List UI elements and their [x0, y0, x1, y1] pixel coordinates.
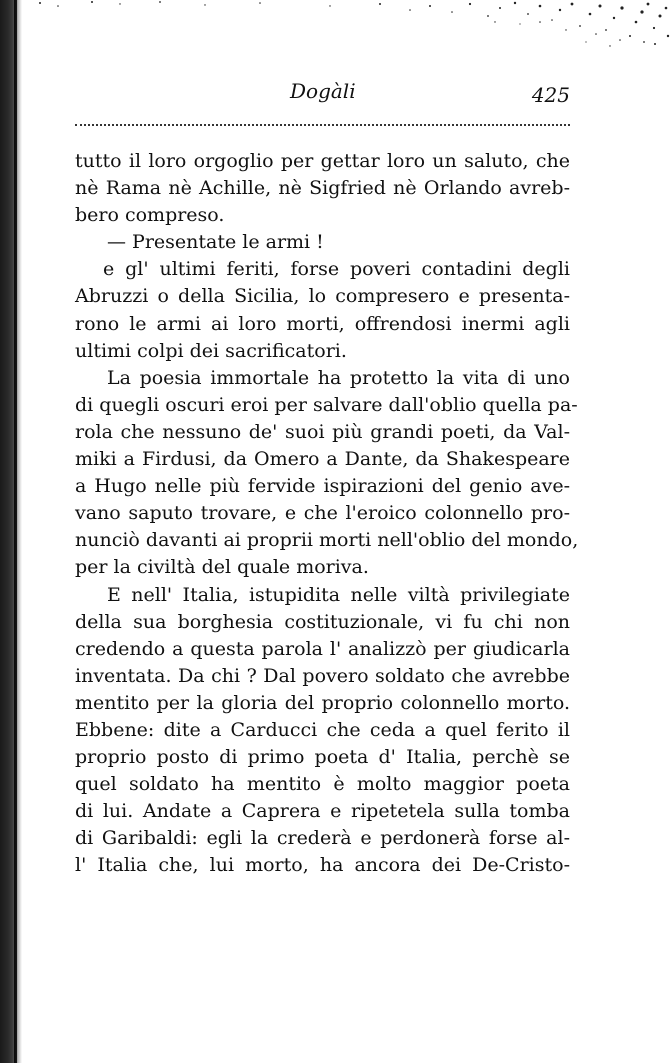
text-line: tutto il loro orgoglio per gettar loro un saluto, che — [75, 150, 570, 172]
running-title: Dogàli — [290, 79, 356, 103]
binding-edge — [0, 0, 22, 1063]
page-number: 425 — [531, 83, 570, 107]
text-line: per la civiltà del quale moriva. — [75, 556, 369, 579]
text-line: nunciò davanti ai proprii morti nell'oblio del mondo, — [75, 529, 579, 552]
header-rule — [75, 124, 570, 126]
text-line: bero compreso. — [75, 204, 225, 227]
text-line: vano saputo trovare, e che l'eroico colonnello pro- — [75, 502, 570, 525]
text-line: quel soldato ha mentito è molto maggior poeta — [75, 773, 570, 796]
text-line: miki a Firdusi, da Omero a Dante, da Shakespeare — [75, 448, 570, 471]
text-line: proprio posto di primo poeta d' Italia, perchè se — [75, 746, 570, 769]
text-line: inventata. Da chi ? Dal povero soldato che avrebbe — [75, 664, 570, 687]
text-line: rono le armi ai loro morti, offrendosi inermi agli — [75, 312, 570, 335]
text-line: e gl' ultimi feriti, forse poveri contadini degli — [103, 258, 570, 281]
text-line: La poesia immortale ha protetto la vita di uno — [107, 366, 570, 389]
text-line: l' Italia che, lui morto, ha ancora dei De-Cristo- — [75, 854, 570, 877]
text-line: ultimi colpi dei sacrificatori. — [75, 339, 347, 362]
text-line: a Hugo nelle più fervide ispirazioni del genio ave- — [75, 475, 570, 498]
text-line: nè Rama nè Achille, nè Sigfried nè Orlando avreb- — [75, 177, 570, 200]
text-line: Ebbene: dite a Carducci che ceda a quel ferito il — [75, 718, 570, 741]
text-line: E nell' Italia, istupidita nelle viltà privilegiate — [107, 583, 570, 606]
page-header — [75, 75, 570, 109]
text-line: — Presentate le armi ! — [107, 231, 324, 254]
text-line: mentito per la gloria del proprio colonnello morto. — [75, 691, 570, 714]
text-line: di quegli oscuri eroi per salvare dall'oblio quella pa- — [75, 393, 578, 416]
binding-shadow-line — [14, 0, 17, 1063]
body-text — [75, 148, 579, 880]
text-line: Abruzzi o della Sicilia, lo compresero e presenta- — [75, 285, 570, 308]
text-line: della sua borghesia costituzionale, vi fu chi non — [75, 610, 570, 633]
text-line: di lui. Andate a Caprera e ripetetela sulla tomba — [75, 800, 570, 823]
text-line: rola che nessuno de' suoi più grandi poeti, da Val- — [75, 420, 570, 443]
text-line: credendo a questa parola l' analizzò per giudicarla — [75, 637, 570, 660]
text-line: di Garibaldi: egli la crederà e perdonerà forse al- — [75, 827, 570, 850]
scan-speckle-top — [0, 0, 672, 50]
